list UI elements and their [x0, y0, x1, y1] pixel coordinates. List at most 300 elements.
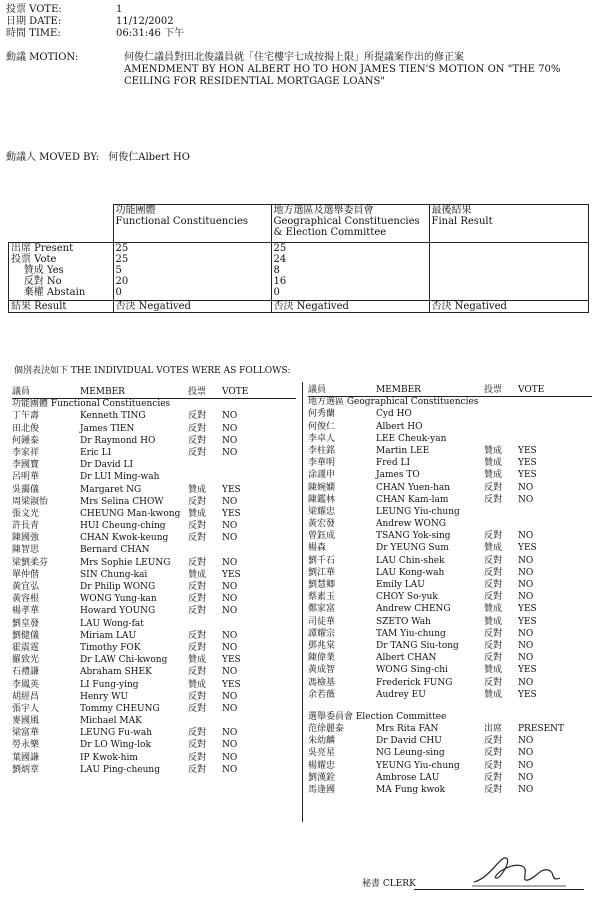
vote-chinese [188, 715, 222, 727]
vote-chinese: 反對 [188, 435, 207, 446]
summary-table [8, 204, 589, 313]
vote-english: NO [222, 521, 238, 532]
election-member-row [308, 723, 564, 735]
vote-english: YES [222, 484, 241, 495]
member-english-name: Dr Raymond HO [80, 435, 156, 446]
member-chinese-name: 陳國強 [12, 533, 40, 544]
member-english-name: Ambrose LAU [376, 772, 440, 783]
vote-chinese [484, 421, 518, 433]
member-english-name: Audrey EU [376, 689, 426, 700]
vote-english: YES [222, 655, 241, 666]
member-chinese-name: 吳靄儀 [12, 484, 40, 495]
vote-english: PRESENT [518, 724, 565, 735]
member-english-name: CHAN Kam-lam [376, 494, 449, 505]
member-chinese-name: 楊森 [308, 543, 327, 554]
vote-english: YES [222, 679, 241, 690]
functional-member-row [12, 471, 248, 483]
functional-member-row [12, 423, 248, 435]
functional-member-row [12, 569, 248, 581]
vote-chinese: 反對 [188, 496, 207, 507]
vote-english: NO [518, 555, 534, 566]
vote-english: YES [518, 689, 537, 700]
member-chinese-name: 勞永樂 [12, 740, 40, 751]
member-chinese-name: 陳偉業 [308, 653, 336, 664]
functional-member-row [12, 410, 248, 422]
vote-english: NO [222, 630, 238, 641]
election-member-row [308, 772, 564, 784]
geographical-member-row [308, 555, 564, 567]
vote-english: NO [222, 557, 238, 568]
time-label: 時間 TIME: [6, 28, 61, 39]
member-english-name: LAU Ping-cheung [80, 764, 160, 775]
vote-english: YES [518, 616, 537, 627]
summary-header-final: 最後結果 Final Result [429, 205, 588, 243]
member-chinese-name: 石禮謙 [12, 667, 40, 678]
member-chinese-name: 劉千石 [308, 555, 336, 566]
geographical-member-row [308, 469, 564, 481]
vote-chinese: 反對 [188, 642, 207, 653]
summary-fc-result: 否決 Negatived [113, 301, 271, 313]
member-english-name: WONG Yung-kan [80, 594, 157, 605]
vote-chinese: 反對 [484, 567, 503, 578]
vote-chinese: 反對 [188, 764, 207, 775]
vote-chinese: 反對 [188, 423, 207, 434]
vote-english: NO [518, 640, 534, 651]
vote-chinese: 反對 [484, 555, 503, 566]
member-english-name: Dr David CHU [376, 736, 442, 747]
vote-english: NO [222, 582, 238, 592]
vote-chinese: 反對 [484, 736, 503, 747]
vote-english: NO [222, 594, 238, 605]
vote-chinese: 反對 [188, 630, 207, 641]
vote-english: NO [518, 653, 534, 664]
vote-chinese: 贊成 [484, 689, 503, 700]
summary-final-result: 否決 Negatived [429, 301, 588, 313]
member-chinese-name: 譚耀宗 [308, 628, 336, 639]
geographical-member-row [308, 482, 564, 494]
member-chinese-name: 張文光 [12, 508, 40, 519]
geographical-member-row [308, 616, 564, 628]
vote-chinese: 反對 [484, 494, 503, 505]
member-chinese-name: 鄭家富 [308, 604, 336, 615]
summary-header-fc: 功能團體 Functional Constituencies [113, 205, 271, 243]
member-english-name: Fred LI [376, 458, 411, 469]
vote-chinese: 反對 [484, 748, 503, 759]
vote-chinese: 反對 [188, 557, 207, 568]
vote-chinese: 反對 [484, 760, 503, 771]
vote-chinese: 贊成 [484, 616, 503, 627]
member-chinese-name: 周梁淑怡 [12, 496, 49, 507]
vote-chinese: 反對 [188, 691, 207, 702]
member-chinese-name: 梁劉柔芬 [12, 557, 49, 568]
vote-chinese: 贊成 [484, 470, 503, 481]
functional-section-title: 功能團體 Functional Constituencies [12, 399, 171, 410]
geographical-member-row [308, 603, 564, 615]
vote-chinese: 反對 [484, 772, 503, 783]
member-english-name: Andrew WONG [376, 519, 446, 530]
functional-member-row [12, 459, 248, 471]
vote-number: 1 [116, 4, 123, 15]
member-chinese-name: 葉國謙 [12, 752, 40, 763]
vote-chinese: 反對 [484, 580, 503, 590]
vote-english: NO [518, 494, 534, 505]
member-chinese-name: 呂明華 [12, 472, 40, 483]
vote-chinese: 贊成 [484, 543, 503, 554]
functional-member-row [12, 532, 248, 544]
member-english-name: CHAN Yuen-han [376, 482, 451, 493]
member-chinese-name: 李卓人 [308, 433, 336, 444]
vote-chinese: 贊成 [188, 508, 207, 519]
vote-english: NO [518, 482, 534, 493]
vote-english: NO [518, 628, 534, 639]
member-chinese-name: 鄧兆棠 [308, 640, 336, 651]
functional-member-row [12, 715, 248, 727]
summary-corner [9, 205, 114, 243]
vote-english: NO [518, 772, 534, 783]
geographical-member-row [308, 664, 564, 676]
member-english-name: Timothy FOK [80, 642, 141, 653]
member-english-name: YEUNG Yiu-chung [376, 760, 460, 771]
member-english-name: HUI Cheung-ching [80, 521, 166, 532]
mover-line [6, 152, 190, 164]
vote-chinese [188, 459, 222, 471]
time-value: 06:31:46 下午 [116, 28, 185, 39]
geographical-section-title: 地方選區 Geographical Constituencies [308, 397, 479, 408]
member-chinese-name: 胡經昌 [12, 691, 40, 702]
vote-chinese: 反對 [484, 653, 503, 664]
vote-chinese: 反對 [484, 640, 503, 651]
member-chinese-name: 劉漢銓 [308, 772, 336, 783]
member-chinese-name: 張宇人 [12, 703, 40, 714]
vote-english: NO [222, 691, 238, 702]
member-chinese-name: 楊耀忠 [308, 760, 336, 771]
vote-chinese: 贊成 [484, 604, 503, 615]
member-chinese-name: 李家祥 [12, 447, 40, 458]
member-chinese-name: 李柱銘 [308, 445, 336, 456]
vote-chinese: 反對 [484, 677, 503, 688]
functional-member-row [12, 666, 248, 678]
mover-name: 何俊仁Albert HO [108, 152, 190, 163]
member-chinese-name: 李國寶 [12, 460, 40, 471]
member-english-name: Margaret NG [80, 484, 142, 495]
right-header-rule [308, 396, 592, 397]
member-english-name: CHOY So-yuk [376, 592, 438, 603]
member-chinese-name: 范徐麗泰 [308, 724, 345, 735]
functional-member-row [12, 447, 248, 459]
member-chinese-name: 何秀蘭 [308, 409, 336, 420]
vote-chinese: 反對 [484, 482, 503, 493]
geographical-member-row [308, 433, 564, 445]
summary-row-labels: 出席 Present 投票 Vote 贊成 Yes 反對 No 棄權 Abstain [9, 243, 114, 301]
member-chinese-name: 麥國風 [12, 716, 40, 727]
member-english-name: IP Kwok-him [80, 752, 138, 763]
vote-english: NO [518, 748, 534, 759]
geographical-member-row [308, 408, 564, 420]
member-chinese-name: 丁午壽 [12, 411, 40, 422]
member-chinese-name: 何俊仁 [308, 421, 336, 432]
member-english-name: Dr LAW Chi-kwong [80, 655, 168, 666]
date-value: 11/12/2002 [116, 16, 174, 27]
member-english-name: LAU Kong-wah [376, 567, 445, 578]
motion-chinese: 何俊仁議員對田北俊議員就「住宅樓宇七成按揭上限」所提議案作出的修正案 [124, 52, 464, 63]
election-member-row [308, 735, 564, 747]
vote-chinese: 贊成 [188, 655, 207, 666]
member-chinese-name: 李鳳英 [12, 679, 40, 690]
member-english-name: James TIEN [80, 423, 135, 434]
clerk-label: 秘書 CLERK [362, 879, 416, 889]
vote-english: YES [518, 604, 537, 615]
vote-label: 投票 VOTE: [6, 4, 62, 15]
functional-member-row [12, 739, 248, 751]
vote-chinese [188, 618, 222, 630]
vote-english: NO [222, 606, 238, 617]
vote-chinese: 反對 [188, 447, 207, 458]
member-chinese-name: 陳鑑林 [308, 494, 336, 505]
functional-member-row [12, 630, 248, 642]
geographical-member-row [308, 494, 564, 506]
vote-chinese: 反對 [188, 533, 207, 544]
member-english-name: Albert CHAN [376, 653, 437, 664]
vote-english: NO [222, 740, 238, 751]
vote-chinese [188, 544, 222, 556]
geographical-member-row [308, 457, 564, 469]
member-english-name: Tommy CHEUNG [80, 703, 160, 714]
functional-member-row [12, 496, 248, 508]
member-chinese-name: 單仲偕 [12, 569, 40, 580]
vote-english: NO [222, 642, 238, 653]
functional-member-row [12, 679, 248, 691]
vote-chinese: 反對 [188, 752, 207, 763]
vote-chinese: 反對 [188, 667, 207, 678]
member-english-name: Henry WU [80, 691, 129, 702]
right-votes-column [308, 384, 564, 796]
functional-member-row [12, 544, 248, 556]
functional-member-row [12, 703, 248, 715]
election-member-row [308, 784, 564, 796]
member-chinese-name: 黃成智 [308, 665, 336, 676]
vote-english: NO [518, 531, 534, 542]
vote-english: YES [518, 543, 537, 554]
vote-chinese: 贊成 [188, 484, 207, 495]
member-chinese-name: 劉皇發 [12, 618, 40, 629]
functional-member-row [12, 508, 248, 520]
member-english-name: SIN Chung-kai [80, 569, 148, 580]
vote-chinese [484, 433, 518, 445]
functional-member-row [12, 764, 248, 776]
geographical-member-row [308, 445, 564, 457]
summary-header-gc: 地方選區及選舉委員會 Geographical Constituencies & Election Committee [271, 205, 429, 243]
vote-english: YES [518, 445, 537, 456]
vote-chinese: 反對 [188, 521, 207, 532]
member-chinese-name: 朱幼麟 [308, 736, 336, 747]
vote-header [6, 4, 184, 40]
member-english-name: Eric LI [80, 447, 112, 458]
functional-member-row [12, 520, 248, 532]
member-english-name: Dr Philip WONG [80, 582, 156, 592]
vote-english: NO [222, 703, 238, 714]
vote-english: NO [222, 667, 238, 678]
member-english-name: Emily LAU [376, 580, 425, 590]
member-chinese-name: 何鍾泰 [12, 435, 40, 446]
clerk-signature-line [414, 889, 584, 890]
member-chinese-name: 蔡素玉 [308, 592, 336, 603]
vote-english: NO [222, 764, 238, 775]
member-english-name: Miriam LAU [80, 630, 137, 641]
member-english-name: Abraham SHEK [80, 667, 152, 678]
vote-chinese: 反對 [484, 628, 503, 639]
vote-chinese: 贊成 [484, 458, 503, 469]
vote-english: NO [518, 736, 534, 747]
election-member-row [308, 760, 564, 772]
member-english-name: Bernard CHAN [80, 545, 150, 556]
member-english-name: Dr TANG Siu-tong [376, 640, 459, 651]
member-english-name: Albert HO [376, 421, 423, 432]
member-chinese-name: 劉健儀 [12, 630, 40, 641]
motion-label: 動議 MOTION: [6, 52, 79, 63]
mover-label: 動議人 MOVED BY: [6, 152, 100, 163]
functional-member-row [12, 593, 248, 605]
member-english-name: Dr LO Wing-lok [80, 740, 151, 751]
member-english-name: Martin LEE [376, 445, 430, 456]
member-english-name: WONG Sing-chi [376, 665, 448, 676]
member-english-name: Kenneth TING [80, 411, 146, 422]
vote-chinese: 反對 [484, 592, 503, 603]
member-english-name: Mrs Rita FAN [376, 724, 439, 735]
vote-english: NO [222, 411, 238, 422]
member-english-name: CHAN Kwok-keung [80, 533, 169, 544]
left-votes-column [12, 386, 248, 776]
member-english-name: Cyd HO [376, 409, 412, 420]
vote-english: NO [222, 496, 238, 507]
vote-chinese: 反對 [188, 703, 207, 714]
section-gap [308, 701, 564, 711]
member-chinese-name: 司徒華 [308, 616, 336, 627]
vote-english: NO [518, 677, 534, 688]
member-chinese-name: 劉炳章 [12, 764, 40, 775]
vote-english: NO [222, 533, 238, 544]
vote-english: NO [222, 423, 238, 434]
geographical-member-row [308, 506, 564, 518]
geographical-member-row [308, 567, 564, 579]
member-english-name: MA Fung kwok [376, 785, 446, 795]
geographical-member-row [308, 542, 564, 554]
member-english-name: SZETO Wah [376, 616, 431, 627]
member-english-name: Howard YOUNG [80, 606, 156, 617]
member-chinese-name: 陳婉嫻 [308, 482, 336, 493]
geographical-member-row [308, 628, 564, 640]
functional-member-row [12, 605, 248, 617]
member-english-name: LEUNG Fu-wah [80, 728, 153, 739]
functional-member-row [12, 642, 248, 654]
member-english-name: TAM Yiu-chung [376, 628, 446, 639]
functional-member-row [12, 618, 248, 630]
vote-english: NO [518, 785, 534, 795]
vote-chinese: 反對 [188, 740, 207, 751]
member-chinese-name: 涂謹申 [308, 470, 336, 481]
geographical-member-row [308, 640, 564, 652]
vote-chinese [484, 518, 518, 530]
geographical-member-row [308, 689, 564, 701]
vote-english: YES [518, 665, 537, 676]
vote-english: NO [518, 760, 534, 771]
member-chinese-name: 馬逢國 [308, 785, 336, 795]
functional-member-row [12, 691, 248, 703]
left-header-rule [12, 398, 296, 399]
member-chinese-name: 曾鈺成 [308, 531, 336, 542]
election-committee-section-title: 選舉委員會 Election Committee [308, 711, 447, 722]
vote-english: YES [222, 508, 241, 519]
member-english-name: LEE Cheuk-yan [376, 433, 447, 444]
vote-english: NO [222, 447, 238, 458]
vote-chinese: 反對 [484, 785, 503, 795]
member-chinese-name: 陳智思 [12, 545, 40, 556]
geographical-member-row [308, 677, 564, 689]
member-chinese-name: 劉慧卿 [308, 580, 336, 590]
vote-english: NO [222, 752, 238, 763]
clerk-signature [470, 848, 570, 890]
individual-votes-title: 個別表決如下 THE INDIVIDUAL VOTES WERE AS FOLLOWS: [14, 366, 291, 376]
member-chinese-name: 余若薇 [308, 689, 336, 700]
member-english-name: LEUNG Yiu-chung [376, 506, 460, 517]
vote-english: NO [222, 435, 238, 446]
member-english-name: Dr YEUNG Sum [376, 543, 449, 554]
member-chinese-name: 霍震霆 [12, 642, 40, 653]
member-chinese-name: 李華明 [308, 458, 336, 469]
vote-chinese: 贊成 [188, 569, 207, 580]
vote-chinese: 贊成 [188, 679, 207, 690]
member-chinese-name: 黃宏發 [308, 519, 336, 530]
vote-chinese [484, 408, 518, 420]
right-column-header: 議員 MEMBER 投票 VOTE [308, 385, 545, 395]
functional-member-row [12, 557, 248, 569]
member-english-name: Frederick FUNG [376, 677, 453, 688]
election-member-row [308, 747, 564, 759]
vote-english: NO [222, 728, 238, 739]
vote-chinese: 反對 [188, 582, 207, 592]
member-chinese-name: 許長青 [12, 521, 40, 532]
member-chinese-name: 劉江華 [308, 567, 336, 578]
functional-member-row [12, 654, 248, 666]
vote-chinese: 反對 [188, 606, 207, 617]
member-english-name: NG Leung-sing [376, 748, 445, 759]
member-chinese-name: 黃宜弘 [12, 582, 40, 592]
summary-gc-result: 否決 Negatived [271, 301, 429, 313]
vote-chinese: 贊成 [484, 445, 503, 456]
geographical-member-row [308, 530, 564, 542]
geographical-member-row [308, 591, 564, 603]
functional-member-row [12, 727, 248, 739]
vote-english: NO [518, 580, 534, 590]
geographical-member-row [308, 579, 564, 591]
vote-chinese: 反對 [484, 531, 503, 542]
member-chinese-name: 黃容根 [12, 594, 40, 605]
functional-member-row [12, 435, 248, 447]
member-english-name: Mrs Selina CHOW [80, 496, 164, 507]
member-chinese-name: 梁耀忠 [308, 506, 336, 517]
vote-chinese [484, 506, 518, 518]
member-chinese-name: 田北俊 [12, 423, 40, 434]
summary-result-label: 結果 Result [9, 301, 114, 313]
geographical-member-row [308, 421, 564, 433]
vote-chinese: 反對 [188, 594, 207, 605]
functional-member-row [12, 752, 248, 764]
vote-english: NO [518, 567, 534, 578]
vote-english: NO [518, 592, 534, 603]
member-english-name: Michael MAK [80, 716, 142, 727]
vote-english: YES [222, 569, 241, 580]
left-column-header: 議員 MEMBER 投票 VOTE [12, 387, 249, 397]
member-english-name: LAU Chin-shek [376, 555, 445, 566]
